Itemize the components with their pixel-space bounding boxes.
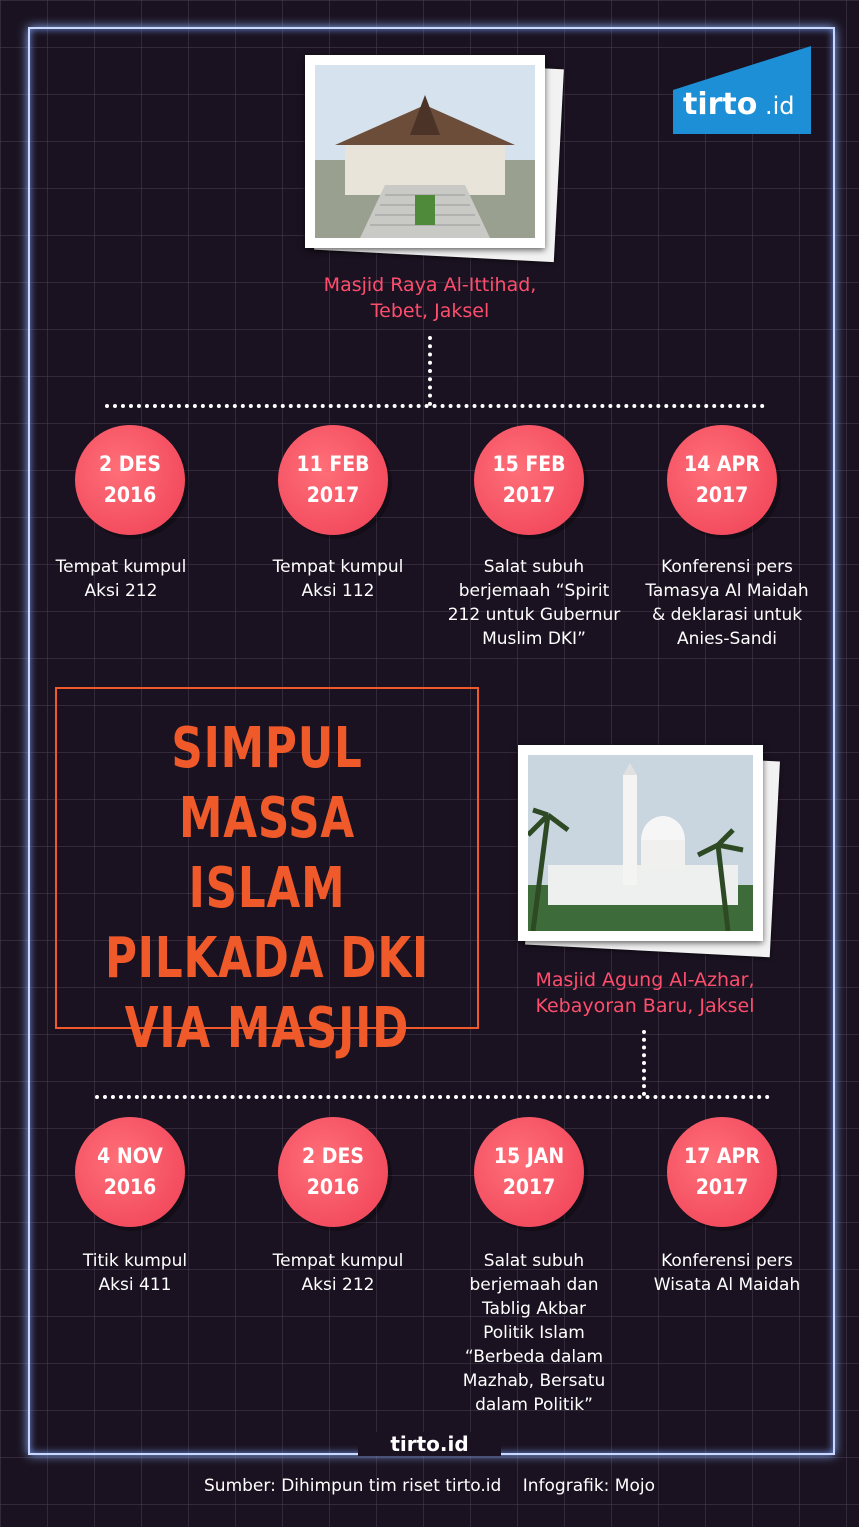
date-circle: 15 JAN 2017: [474, 1117, 584, 1227]
main-title-box: [55, 687, 479, 1061]
date-circle: 2 DES 2016: [75, 425, 185, 535]
event-description: Salat subuh berjemaah dan Tablig Akbar Politik Islam “Berbeda dalam Mazhab, Bersatu dalam Politik”: [462, 1251, 606, 1415]
caption-line: Masjid Raya Al-Ittihad,: [323, 274, 537, 296]
date-circle: 4 NOV 2016: [75, 1117, 185, 1227]
date-circle: 17 APR 2017: [667, 1117, 777, 1227]
caption-line: Tebet, Jaksel: [370, 300, 490, 322]
date-circle: 11 FEB 2017: [278, 425, 388, 535]
tirto-logo: [673, 46, 811, 134]
source-text: Sumber: Dihimpun tim riset tirto.id: [204, 1476, 502, 1496]
event-description: Titik kumpul Aksi 411: [82, 1251, 188, 1295]
connector-horizontal-top: [105, 404, 765, 408]
caption-line: Masjid Agung Al-Azhar,: [535, 969, 755, 991]
source-line: [0, 1476, 859, 1496]
title-line: PILKADA DKI: [105, 926, 429, 991]
title-line: SIMPUL: [171, 716, 363, 781]
event-description: Konferensi pers Wisata Al Maidah: [653, 1251, 801, 1295]
event-description: Tempat kumpul Aksi 212: [55, 557, 187, 601]
date-circle: 14 APR 2017: [667, 425, 777, 535]
date-circle: 2 DES 2016: [278, 1117, 388, 1227]
caption-line: Kebayoran Baru, Jaksel: [535, 995, 755, 1017]
svg-text:tirto: tirto: [683, 87, 758, 122]
connector-vertical-top: [428, 336, 432, 406]
event-description: Tempat kumpul Aksi 112: [272, 557, 404, 601]
mosque-caption-azhar: [505, 967, 785, 1019]
connector-horizontal-bottom: [95, 1095, 770, 1099]
title-line: MASSA ISLAM: [179, 786, 355, 921]
date-circle: 15 FEB 2017: [474, 425, 584, 535]
mosque-caption-ittihad: [280, 272, 580, 324]
event-description: Tempat kumpul Aksi 212: [272, 1251, 404, 1295]
title-line: VIA MASJID: [124, 996, 410, 1061]
connector-vertical-bottom: [642, 1030, 646, 1096]
mosque-photo-ittihad: [305, 55, 545, 248]
mosque-photo-azhar: [518, 745, 763, 941]
footer-logo: tirto.id: [358, 1432, 501, 1456]
svg-text:.id: .id: [765, 92, 795, 120]
credit-text: Infografik: Mojo: [522, 1476, 655, 1496]
event-description: Salat subuh berjemaah “Spirit 212 untuk Gubernur Muslim DKI”: [447, 557, 621, 649]
event-description: Konferensi pers Tamasya Al Maidah & deklarasi untuk Anies-Sandi: [645, 557, 809, 649]
